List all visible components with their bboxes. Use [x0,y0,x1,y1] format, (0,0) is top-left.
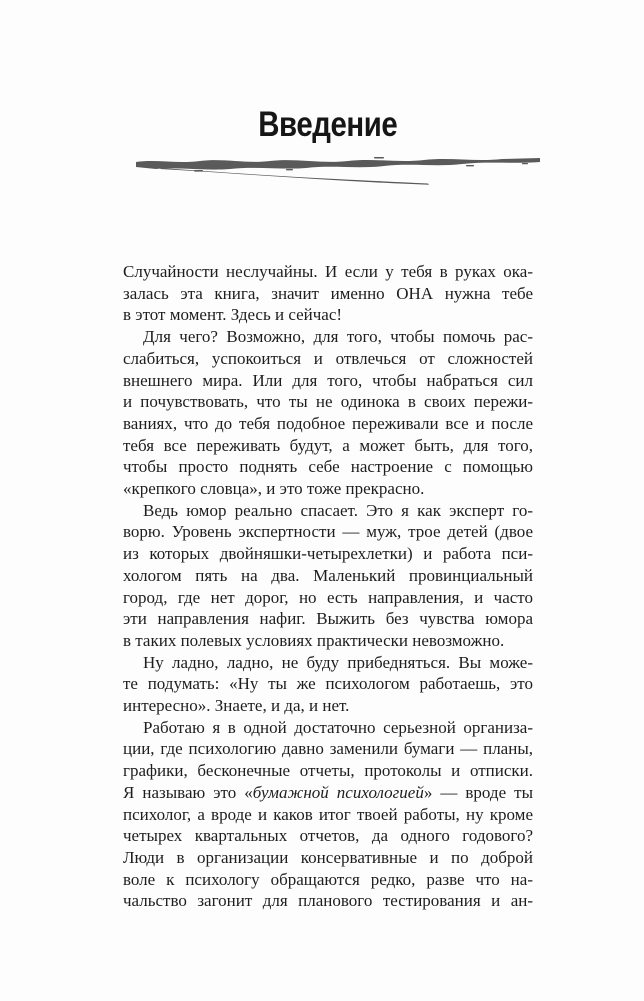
text-line: те подумать: «Ну ты же психологом работаешь, это [123,674,533,694]
text-line: в таких полевых условиях практически невозможно. [123,630,505,650]
text-line: психолог, а вроде и каков итог твоей работы, ну кроме [123,804,533,824]
paragraph [123,717,533,912]
text-line: ваниях, что до тебя подобное переживали все и после [123,413,533,433]
text-line: и почувствовать, что ты не одинока в своих пережи- [123,392,533,412]
brush-stroke-divider-icon [136,153,540,187]
italic-phrase: бумажной психологией [252,782,424,802]
text-line: из которых двойняшки-четырехлетки) и работа пси- [123,544,533,564]
text-line: Ведь юмор реально спасает. Это я как эксперт го- [143,500,533,520]
text-line: «крепкого словца», и это тоже прекрасно. [123,479,425,499]
text-line: интересно». Знаете, и да, и нет. [123,696,350,716]
text-line: четырех квартальных отчетов, да одного годового? [123,826,533,846]
text-line: чтобы просто поднять себе настроение с помощью [123,457,533,477]
text-line: Работаю я в одной достаточно серьезной организа- [143,717,533,737]
text-line: слабиться, успокоиться и отвлечься от сложностей [123,348,533,368]
text-line: в этот момент. Здесь и сейчас! [123,305,343,325]
chapter-title-text: Введение [258,105,398,144]
paragraph [123,261,533,326]
text-line: ворю. Уровень экспертности — муж, трое детей (двое [123,522,533,542]
text-line: воле к психологу обращаются редко, разве что на- [123,869,533,889]
text-line: внешнего мира. Или для того, чтобы набраться сил [123,370,533,390]
text-segment: » — вроде ты [423,782,533,802]
text-segment: Я называю это « [123,782,253,802]
body-text [123,261,533,912]
chapter-title [123,104,533,146]
text-line: Люди в организации консервативные и по доброй [123,847,533,867]
text-line: хологом пять на два. Маленький провинциальный [123,565,533,585]
text-line: город, где нет дорог, но есть направления, и часто [123,587,533,607]
text-line: графики, бесконечные отчеты, протоколы и отписки. [123,761,533,781]
paragraph [123,326,533,500]
text-line: ции, где психологию давно заменили бумаги — планы, [123,739,533,759]
text-line: тебя все переживать будут, а может быть, для того, [123,435,533,455]
text-line: чальство загонит для планового тестирования и ан- [123,891,533,911]
text-line [123,782,533,804]
text-line: Случайности неслучайны. И если у тебя в руках ока- [123,262,533,281]
text-line: эти направления нафиг. Выжить без чувства юмора [123,609,533,629]
text-line: Для чего? Возможно, для того, чтобы помочь рас- [143,327,533,347]
text-line: залась эта книга, значит именно ОНА нужна тебе [123,283,533,303]
paragraph [123,652,533,717]
paragraph [123,500,533,652]
text-line: Ну ладно, ладно, не буду прибедняться. Вы може- [143,652,533,672]
